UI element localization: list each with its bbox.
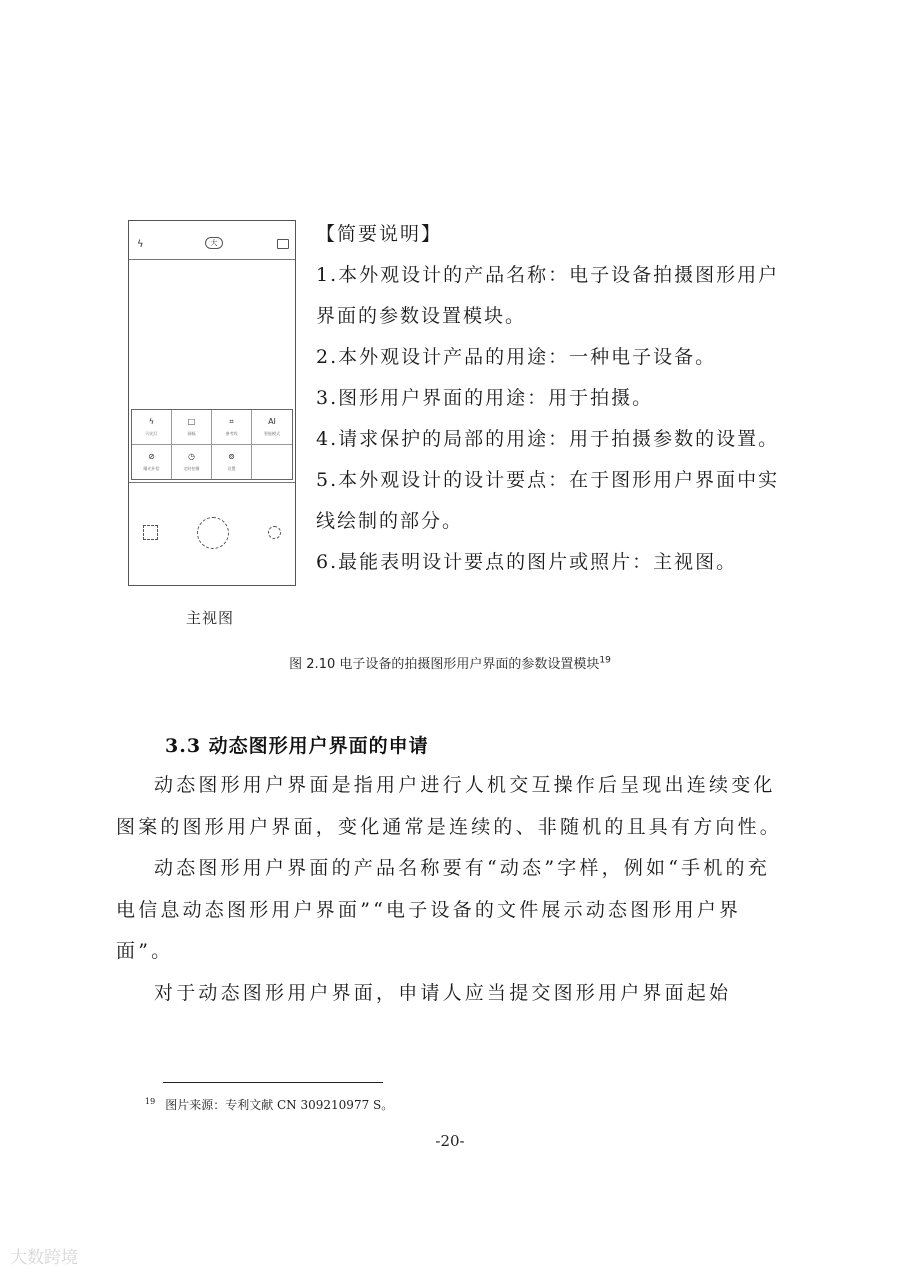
footnote	[145, 1096, 393, 1113]
body-paragraph: 动态图形用户界面是指用户进行人机交互操作后呈现出连续变化图案的图形用户界面，变化通常是连续的、非随机的且具有方向性。	[116, 774, 783, 838]
panel-cell-icon: ⊚	[228, 451, 235, 461]
figure-caption	[0, 653, 900, 672]
description-line: 【简要说明】	[316, 223, 443, 245]
section-body	[116, 765, 788, 1014]
settings-icon	[277, 239, 289, 249]
panel-cell-icon: AI	[268, 417, 276, 426]
panel-cell-label: 定时拍摄	[183, 465, 200, 471]
panel-cell	[212, 410, 252, 445]
description-line: 4.请求保护的局部的用途：用于拍摄参数的设置。	[316, 428, 780, 450]
phone-divider	[129, 482, 295, 483]
page-number: -20-	[435, 1132, 465, 1150]
panel-cell-label: 智能模式	[264, 431, 280, 436]
description-line: 3.图形用户界面的用途：用于拍摄。	[316, 387, 654, 409]
panel-cell-label: 参考线	[225, 431, 238, 436]
panel-cell-label: 设置	[227, 465, 236, 471]
section-heading: 3.3 动态图形用户界面的申请	[165, 735, 429, 757]
view-label: 主视图	[186, 609, 235, 627]
brief-description	[316, 214, 786, 583]
mode-badge: 大	[205, 237, 223, 249]
flash-icon: ϟ	[137, 239, 144, 250]
panel-cell-label: 曝光补偿	[143, 465, 160, 471]
figure-caption-ref: 19	[599, 655, 611, 666]
panel-cell-icon: ◷	[188, 451, 195, 461]
description-line: 1.本外观设计的产品名称：电子设备拍摄图形用户界面的参数设置模块。	[316, 264, 780, 327]
footnote-number: 19	[145, 1097, 156, 1106]
switch-camera-icon	[268, 526, 281, 539]
panel-cell	[132, 445, 172, 480]
panel-cell	[172, 445, 212, 480]
gallery-thumbnail-icon	[143, 525, 158, 540]
panel-cell-icon: ϟ	[148, 417, 155, 426]
panel-cell-icon: □	[187, 417, 196, 426]
panel-cell-label: 画幅	[187, 431, 196, 436]
figure-caption-text: 图 2.10 电子设备的拍摄图形用户界面的参数设置模块	[289, 657, 600, 672]
body-paragraph: 动态图形用户界面的产品名称要有“动态”字样，例如“手机的充电信息动态图形用户界面”“电子设备的文件展示动态图形用户界面”。	[116, 857, 770, 962]
panel-cell	[132, 410, 172, 445]
footnote-rule	[163, 1082, 383, 1083]
watermark	[10, 1243, 78, 1268]
shutter-button-icon	[197, 517, 229, 549]
panel-cell-icon: ⊘	[148, 451, 155, 461]
panel-cell	[172, 410, 212, 445]
phone-gui-drawing	[128, 220, 296, 586]
panel-cell-icon: ⌗	[229, 417, 234, 426]
body-paragraph: 对于动态图形用户界面，申请人应当提交图形用户界面起始	[154, 981, 732, 1004]
panel-cell	[252, 410, 292, 445]
parameter-settings-panel	[131, 409, 293, 480]
panel-cell-label: 闪光灯	[145, 431, 158, 436]
panel-cell	[212, 445, 252, 480]
watermark-text: 大数跨境	[10, 1248, 78, 1268]
description-line: 2.本外观设计产品的用途：一种电子设备。	[316, 346, 717, 368]
description-line: 6.最能表明设计要点的图片或照片：主视图。	[316, 551, 738, 573]
description-line: 5.本外观设计的设计要点：在于图形用户界面中实线绘制的部分。	[316, 469, 780, 532]
phone-top-bar	[129, 221, 295, 260]
footnote-text: 图片来源：专利文献 CN 309210977 S。	[165, 1098, 394, 1112]
panel-cell-empty	[252, 445, 292, 480]
